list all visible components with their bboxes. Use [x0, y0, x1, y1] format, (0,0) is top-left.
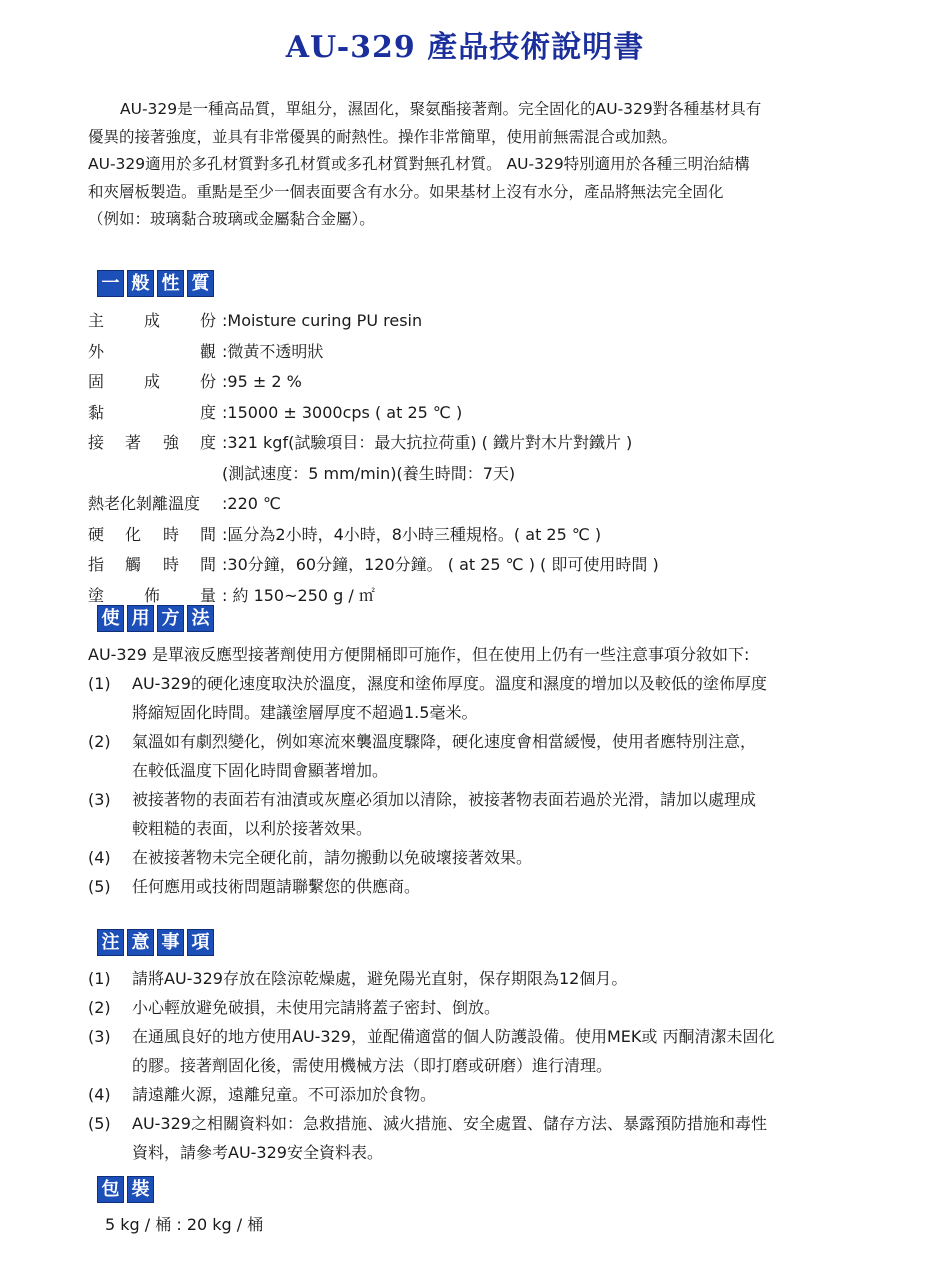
- property-row: [88, 459, 888, 490]
- property-value: :微黃不透明狀: [222, 341, 324, 361]
- property-value: :Moisture curing PU resin: [222, 311, 423, 330]
- list-item: (5) AU-329之相關資料如：急救措施、滅火措施、安全處置、儲存方法、暴露預防措施和毒性: [88, 1114, 767, 1133]
- section-heading-usage: [97, 605, 214, 632]
- property-row: [88, 398, 888, 429]
- heading-char: 般: [127, 270, 154, 297]
- property-label: 外 觀: [88, 341, 217, 361]
- heading-char: 質: [187, 270, 214, 297]
- property-label: 指 觸 時 間: [88, 555, 217, 574]
- list-item-continued: 將縮短固化時間。建議塗層厚度不超過1.5毫米。: [132, 703, 478, 722]
- list-item: (4) 請遠離火源，遠離兒童。不可添加於食物。: [88, 1085, 437, 1104]
- property-value: :15000 ± 3000cps ( at 25 ℃ ): [222, 402, 463, 422]
- heading-char: 用: [127, 605, 154, 632]
- intro-line: （例如：玻璃黏合玻璃或金屬黏合金屬）。: [88, 210, 375, 228]
- property-row: [88, 489, 888, 520]
- property-value: :321 kgf(試驗項目：最大抗拉荷重) ( 鐵片對木片對鐵片 ): [222, 433, 633, 452]
- heading-char: 使: [97, 605, 124, 632]
- usage-lead: AU-329 是單液反應型接著劑使用方便開桶即可施作，但在使用上仍有一些注意事項分敘如下:: [88, 645, 750, 664]
- property-value: :30分鐘，60分鐘，120分鐘。 ( at 25 ℃ ) ( 即可使用時間 ): [222, 555, 659, 574]
- intro-line: AU-329是一種高品質，單組分，濕固化，聚氨酯接著劑。完全固化的AU-329對各種基材具有: [120, 100, 762, 118]
- intro-paragraph: [88, 96, 848, 234]
- heading-char: 性: [157, 270, 184, 297]
- property-label: 熱老化剝離溫度: [88, 494, 201, 513]
- property-row: [88, 550, 888, 581]
- heading-char: 法: [187, 605, 214, 632]
- property-row: [88, 367, 888, 398]
- property-value: :220 ℃: [222, 494, 281, 513]
- list-item: (1) AU-329的硬化速度取決於溫度，濕度和塗佈厚度。溫度和濕度的增加以及較低的塗佈厚度: [88, 674, 767, 693]
- list-item-continued: 資料，請參考AU-329安全資料表。: [132, 1143, 383, 1162]
- list-item: (3) 在通風良好的地方使用AU-329，並配備適當的個人防護設備。使用MEK或 丙酮清潔未固化: [88, 1027, 775, 1046]
- heading-char: 意: [127, 929, 154, 956]
- property-row: [88, 520, 888, 551]
- intro-line: 和夾層板製造。重點是至少一個表面要含有水分。如果基材上沒有水分，產品將無法完全固化: [88, 182, 724, 201]
- section-heading-packaging: [97, 1176, 154, 1203]
- intro-line: 優異的接著強度，並具有非常優異的耐熱性。操作非常簡單，使用前無需混合或加熱。: [88, 127, 678, 146]
- list-item-continued: 的膠。接著劑固化後，需使用機械方法（即打磨或研磨）進行清理。: [132, 1056, 613, 1075]
- property-row: [88, 337, 888, 368]
- list-item: (2) 小心輕放避免破損，未使用完請將蓋子密封、倒放。: [88, 998, 501, 1017]
- section-heading-notes: [97, 929, 214, 956]
- notes-section: [88, 964, 858, 1167]
- heading-char: 事: [157, 929, 184, 956]
- document-title: AU-329 產品技術說明書: [285, 30, 645, 65]
- heading-char: 裝: [127, 1176, 154, 1203]
- property-label: 塗 佈 量: [88, 585, 217, 605]
- list-item: (3) 被接著物的表面若有油漬或灰塵必須加以清除，被接著物表面若過於光滑，請加以處理成: [88, 790, 757, 809]
- section-heading-general-properties: [97, 270, 214, 297]
- property-value: : 約 150~250 g / ㎡: [222, 585, 375, 605]
- property-label: 黏 度: [88, 402, 217, 422]
- list-item-continued: 較粗糙的表面，以利於接著效果。: [132, 819, 373, 838]
- property-row: [88, 306, 888, 337]
- property-label: 固 成 份: [88, 372, 217, 391]
- heading-char: 方: [157, 605, 184, 632]
- property-label: 硬 化 時 間: [88, 524, 217, 544]
- property-value-continued: (測試速度：5 mm/min)(養生時間：7天): [222, 463, 516, 483]
- list-item: (1) 請將AU-329存放在陰涼乾燥處，避免陽光直射，保存期限為12個月。: [88, 969, 628, 988]
- heading-char: 項: [187, 929, 214, 956]
- list-item: (2) 氣溫如有劇烈變化，例如寒流來襲溫度驟降，硬化速度會相當緩慢，使用者應特別注意，: [88, 732, 757, 751]
- property-label: 主 成 份: [88, 311, 217, 330]
- list-item: (4) 在被接著物未完全硬化前，請勿搬動以免破壞接著效果。: [88, 848, 533, 867]
- properties-list: [88, 306, 888, 611]
- usage-section: [88, 640, 858, 901]
- heading-char: 包: [97, 1176, 124, 1203]
- list-item: (5) 任何應用或技術問題請聯繫您的供應商。: [88, 877, 421, 896]
- property-value: :95 ± 2 %: [222, 372, 302, 391]
- heading-char: 一: [97, 270, 124, 297]
- property-row: [88, 428, 888, 459]
- property-label: 接 著 強 度: [88, 433, 217, 452]
- packaging-text: 5 kg / 桶 : 20 kg / 桶: [105, 1215, 264, 1234]
- list-item-continued: 在較低溫度下固化時間會顯著增加。: [132, 761, 389, 780]
- heading-char: 注: [97, 929, 124, 956]
- intro-line: AU-329適用於多孔材質對多孔材質或多孔材質對無孔材質。 AU-329特別適用於各種三明治結構: [88, 155, 750, 173]
- property-value: :區分為2小時，4小時，8小時三種規格。( at 25 ℃ ): [222, 524, 602, 544]
